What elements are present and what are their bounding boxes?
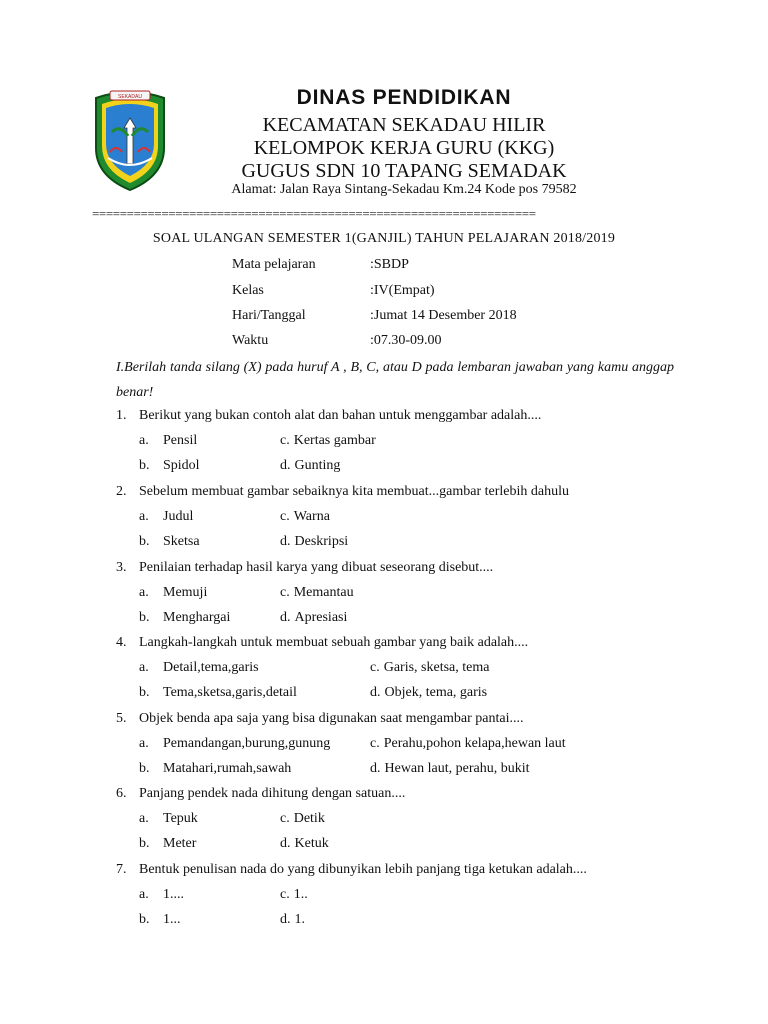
option-letter: b.: [139, 912, 150, 927]
question-text: Panjang pendek nada dihitung dengan satuan....: [139, 786, 406, 801]
option-6-c: [280, 811, 325, 827]
option-text: 1..: [293, 887, 308, 902]
option-text: Warna: [293, 509, 330, 524]
option-1-d: [280, 458, 340, 474]
instruction-text: I.Berilah tanda silang (X) pada huruf A , B, C, atau D pada lembaran jawaban yang kamu anggap benar!: [116, 360, 674, 400]
option-letter: d.: [280, 458, 291, 473]
option-3-b: [139, 610, 230, 626]
option-letter: a.: [139, 887, 149, 902]
district-name: KECAMATAN SEKADAU HILIR: [262, 114, 546, 136]
option-4-a: [139, 660, 259, 676]
option-text: 1.: [294, 912, 305, 927]
option-letter: d.: [280, 534, 291, 549]
info-label-time: Waktu: [232, 333, 269, 348]
question-text: Berikut yang bukan contoh alat dan bahan untuk menggambar adalah....: [139, 408, 542, 423]
option-6-a: [139, 811, 198, 827]
option-4-d: [370, 685, 487, 701]
option-1-a: [139, 433, 197, 449]
option-text: Meter: [163, 836, 197, 851]
option-letter: b.: [139, 458, 150, 473]
separator-line: ================================================================: [92, 206, 536, 221]
option-text: Kertas gambar: [293, 433, 376, 448]
exam-title: SOAL ULANGAN SEMESTER 1(GANJIL) TAHUN PELAJARAN 2018/2019: [152, 231, 616, 246]
option-letter: a.: [139, 811, 149, 826]
option-letter: c.: [280, 585, 290, 600]
option-5-b: [139, 761, 291, 777]
option-letter: a.: [139, 433, 149, 448]
option-letter: a.: [139, 585, 149, 600]
address-line: Alamat: Jalan Raya Sintang-Sekadau Km.24 Kode pos 79582: [231, 182, 577, 197]
group-name: KELOMPOK KERJA GURU (KKG): [253, 137, 555, 159]
question-text: Langkah-langkah untuk membuat sebuah gambar yang baik adalah....: [139, 635, 529, 650]
question-text: Sebelum membuat gambar sebaiknya kita membuat...gambar terlebih dahulu: [139, 484, 569, 499]
info-label-date: Hari/Tanggal: [232, 308, 306, 323]
option-4-c: [370, 660, 489, 676]
option-text: Pensil: [163, 433, 198, 448]
option-letter: d.: [280, 610, 291, 625]
question-number: 5.: [116, 711, 127, 726]
option-text: Perahu,pohon kelapa,hewan laut: [383, 736, 566, 751]
option-1-b: [139, 458, 200, 474]
option-7-c: [280, 887, 308, 903]
option-letter: c.: [280, 433, 290, 448]
option-2-c: [280, 509, 330, 525]
option-5-a: [139, 736, 330, 752]
option-4-b: [139, 685, 297, 701]
question-number: 1.: [116, 408, 127, 423]
question-number: 3.: [116, 560, 127, 575]
question-text: Penilaian terhadap hasil karya yang dibuat seseorang disebut....: [139, 560, 494, 575]
info-label-subject: Mata pelajaran: [232, 257, 316, 272]
option-letter: b.: [139, 761, 150, 776]
option-letter: d.: [370, 685, 381, 700]
option-letter: c.: [280, 509, 290, 524]
option-text: Gunting: [294, 458, 341, 473]
question-text: Objek benda apa saja yang bisa digunakan saat mengambar pantai....: [139, 711, 524, 726]
option-letter: b.: [139, 836, 150, 851]
option-text: Tepuk: [163, 811, 198, 826]
option-letter: b.: [139, 534, 150, 549]
option-text: Spidol: [163, 458, 200, 473]
question-number: 4.: [116, 635, 127, 650]
option-letter: b.: [139, 610, 150, 625]
option-text: Hewan laut, perahu, bukit: [384, 761, 530, 776]
option-7-b: [139, 912, 181, 928]
option-3-a: [139, 585, 207, 601]
option-letter: c.: [370, 660, 380, 675]
option-text: Objek, tema, garis: [384, 685, 488, 700]
info-value-time: :07.30-09.00: [370, 333, 442, 348]
option-1-c: [280, 433, 376, 449]
option-3-d: [280, 610, 347, 626]
option-text: Ketuk: [294, 836, 329, 851]
question-text: Bentuk penulisan nada do yang dibunyikan lebih panjang tiga ketukan adalah....: [139, 862, 587, 877]
option-text: Memuji: [163, 585, 208, 600]
option-6-b: [139, 836, 196, 852]
option-2-a: [139, 509, 193, 525]
info-value-date: :Jumat 14 Desember 2018: [370, 308, 517, 323]
option-letter: a.: [139, 736, 149, 751]
logo-label-text: SEKADAU: [118, 94, 142, 100]
option-text: Judul: [163, 509, 194, 524]
option-2-d: [280, 534, 348, 550]
option-text: Matahari,rumah,sawah: [163, 761, 292, 776]
option-letter: c.: [280, 811, 290, 826]
option-text: Sketsa: [163, 534, 200, 549]
option-letter: d.: [280, 912, 291, 927]
info-label-class: Kelas: [232, 283, 264, 298]
option-text: Menghargai: [163, 610, 231, 625]
option-text: 1....: [163, 887, 184, 902]
cluster-name: GUGUS SDN 10 TAPANG SEMADAK: [241, 160, 567, 182]
info-value-subject: :SBDP: [370, 257, 409, 272]
option-7-d: [280, 912, 305, 928]
option-letter: b.: [139, 685, 150, 700]
option-text: 1...: [163, 912, 181, 927]
option-7-a: [139, 887, 184, 903]
option-text: Deskripsi: [294, 534, 349, 549]
question-number: 7.: [116, 862, 127, 877]
option-text: Garis, sketsa, tema: [383, 660, 490, 675]
option-2-b: [139, 534, 200, 550]
option-6-d: [280, 836, 329, 852]
option-letter: a.: [139, 660, 149, 675]
option-text: Detik: [293, 811, 325, 826]
option-text: Tema,sketsa,garis,detail: [163, 685, 297, 700]
option-text: Detail,tema,garis: [163, 660, 259, 675]
option-letter: c.: [280, 887, 290, 902]
option-letter: c.: [370, 736, 380, 751]
option-5-d: [370, 761, 530, 777]
option-text: Apresiasi: [294, 610, 348, 625]
question-number: 6.: [116, 786, 127, 801]
option-letter: d.: [370, 761, 381, 776]
agency-title: DINAS PENDIDIKAN: [296, 86, 512, 109]
info-value-class: :IV(Empat): [370, 283, 435, 298]
option-3-c: [280, 585, 354, 601]
option-text: Memantau: [293, 585, 354, 600]
option-letter: a.: [139, 509, 149, 524]
option-5-c: [370, 736, 566, 752]
option-letter: d.: [280, 836, 291, 851]
question-number: 2.: [116, 484, 127, 499]
option-text: Pemandangan,burung,gunung: [163, 736, 331, 751]
